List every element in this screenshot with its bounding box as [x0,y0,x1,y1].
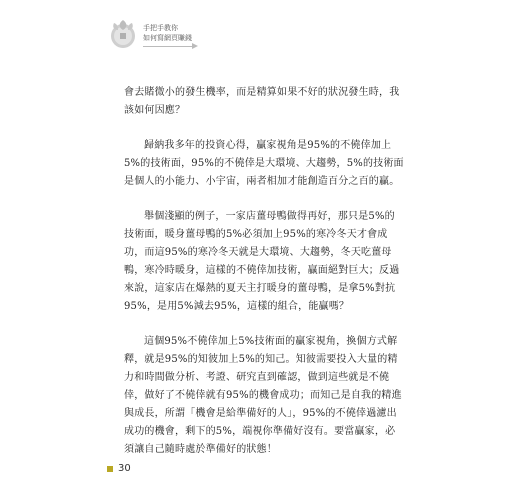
series-header [106,14,196,54]
body-text [124,84,404,459]
wreath-emblem-icon [106,14,140,52]
series-title [143,23,192,43]
page-number-marker [107,466,113,472]
header-rule [143,46,196,47]
series-title-line1: 手把手教你 [143,24,178,32]
series-title-line2: 如何寫網頁賺錢 [143,34,192,42]
paragraph: 這個95%不僥倖加上5%技術面的贏家視角，換個方式解釋，就是95%的知彼加上5%的知己。知彼需要投入大量的精力和時間做分析、考證、研究直到確認，做到這些就是不僥倖，做好了不僥倖就有95%的機會成功；而知己是自我的精進與成長，所謂「機會是給準備好的人」，95%的不僥倖過濾出成功的機會，剩下的5%，端視你準備好沒有。要當贏家，必須讓自己隨時處於準備好的狀態！ [124,336,402,455]
paragraph: 會去賭微小的發生機率，而是精算如果不好的狀況發生時，我該如何因應？ [124,87,400,116]
paragraph: 歸納我多年的投資心得，贏家視角是95%的不僥倖加上5%的技術面，95%的不僥倖是大環境、大趨勢，5%的技術面是個人的小能力、小宇宙，兩者相加才能創造百分之百的贏。 [124,140,404,187]
page-number: 30 [118,463,131,474]
paragraph: 舉個淺顯的例子，一家店薑母鴨做得再好，那只是5%的技術面，暖身薑母鴨的5%必須加上95%的寒冷冬天才會成功，而這95%的寒冷冬天就是大環境、大趨勢，冬天吃薑母鴨，寒冷時暖身，這樣的不僥倖加技術，贏面絕對巨大；反過來說，這家店在爆熱的夏天主打暖身的薑母鴨，是拿5%對抗95%，是用5%減去95%，這樣的組合，能贏嗎？ [124,211,400,312]
arrow-right-icon [192,43,198,49]
